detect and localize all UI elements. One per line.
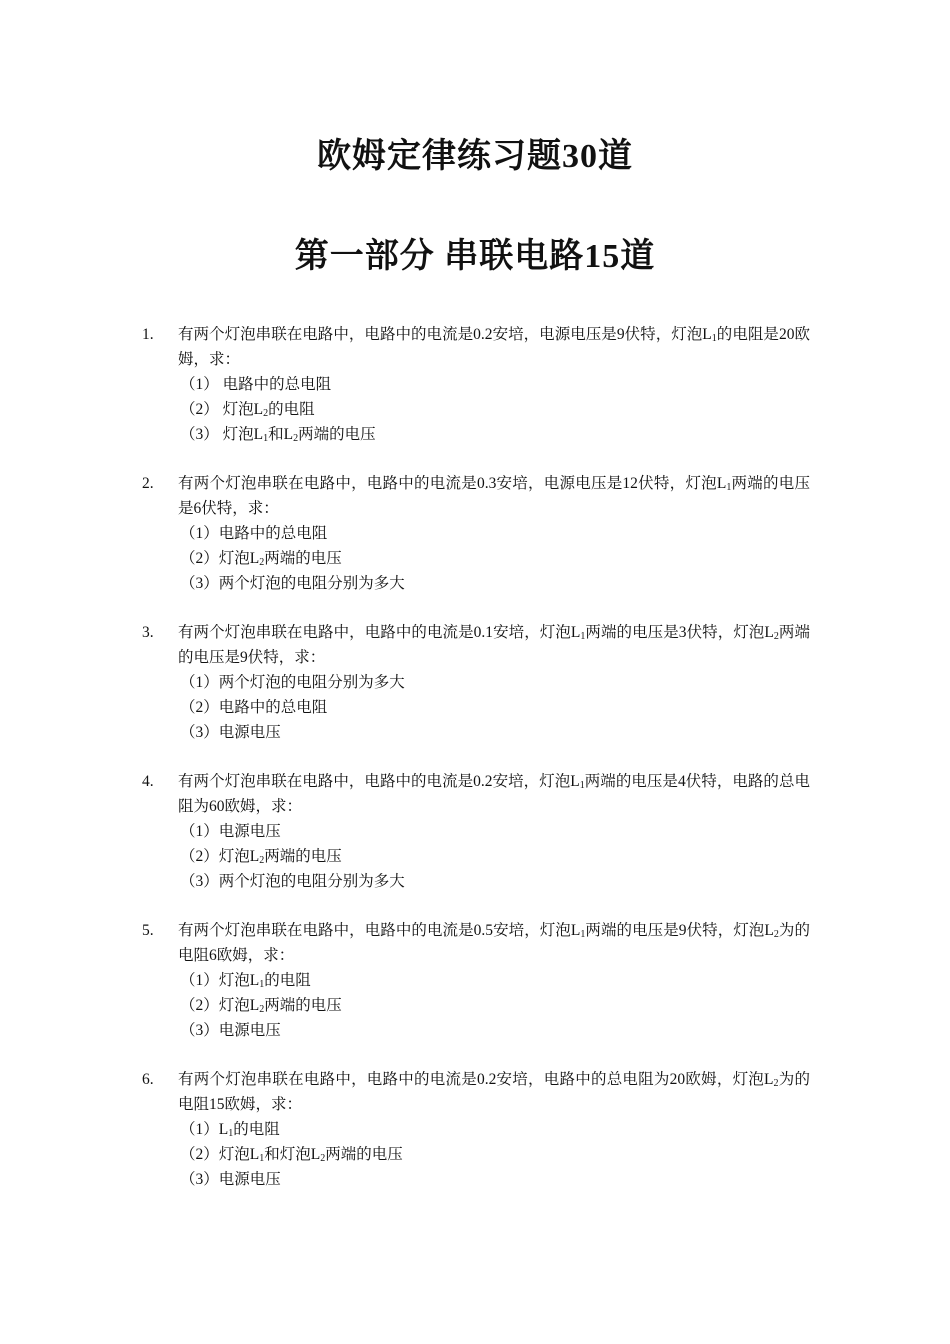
- sub-question: （2）灯泡$L_2$两端的电压: [180, 550, 342, 568]
- sub-question: （1）电源电压: [180, 823, 281, 840]
- question-body: [178, 620, 810, 745]
- question-body: [178, 918, 810, 1043]
- sub-question: （2）灯泡$L_1$和灯泡$L_2$两端的电压: [180, 1146, 403, 1164]
- question-stem: 有两个灯泡串联在电路中，电路中的电流是0.2安培，灯泡$L_1$两端的电压是4伏特，电路的总电阻为60欧姆，求：: [178, 773, 810, 815]
- question-item: [0, 322, 950, 447]
- question-stem: 有两个灯泡串联在电路中，电路中的电流是0.2安培，电路中的总电阻为20欧姆，灯泡$L_2$为的电阻15欧姆，求：: [178, 1071, 810, 1113]
- question-number: 2.: [142, 475, 154, 492]
- sub-question: （1） 电路中的总电阻: [180, 376, 332, 393]
- sub-question: $(1)L_1$的电阻: [180, 1121, 280, 1139]
- question-item: [0, 471, 950, 596]
- question-number: 6.: [142, 1071, 154, 1088]
- question-number: 5.: [142, 922, 154, 939]
- sub-question: （2）灯泡$L_2$两端的电压: [180, 848, 342, 866]
- section-heading: 第一部分 串联电路15道: [294, 238, 656, 275]
- sub-question: （2） 灯泡$L_2$的电阻: [180, 401, 315, 419]
- sub-question: （3）两个灯泡的电阻分别为多大: [180, 575, 405, 592]
- sub-question: （3）电源电压: [180, 1171, 281, 1188]
- question-stem: 有两个灯泡串联在电路中，电路中的电流是0.5安培，灯泡$L_1$两端的电压是9伏特，灯泡$L_2$为的电阻6欧姆，求：: [178, 922, 810, 964]
- sub-question: （1）电路中的总电阻: [180, 525, 328, 542]
- question-stem: 有两个灯泡串联在电路中，电路中的电流是0.2安培，电源电压是9伏特，灯泡$L_1$的电阻是20欧姆，求：: [178, 326, 810, 368]
- question-item: [0, 620, 950, 745]
- question-item: [0, 918, 950, 1043]
- sub-question: （3） 灯泡$L_1$和$L_2$两端的电压: [180, 426, 376, 444]
- question-item: [0, 1067, 950, 1192]
- sub-question: （1）灯泡$L_1$的电阻: [180, 972, 311, 990]
- sub-question: （2）灯泡$L_2$两端的电压: [180, 997, 342, 1015]
- question-body: [178, 322, 810, 447]
- question-number: 3.: [142, 624, 154, 641]
- question-body: [178, 1067, 810, 1192]
- sub-question: （3）电源电压: [180, 724, 281, 741]
- sub-question: （2）电路中的总电阻: [180, 699, 328, 716]
- question-number: 1.: [142, 326, 154, 343]
- sub-question: （3）电源电压: [180, 1022, 281, 1039]
- question-list: [0, 322, 950, 1216]
- question-body: [178, 471, 810, 596]
- sub-question: （1）两个灯泡的电阻分别为多大: [180, 674, 405, 691]
- sub-question: （3）两个灯泡的电阻分别为多大: [180, 873, 405, 890]
- question-stem: 有两个灯泡串联在电路中，电路中的电流是0.3安培，电源电压是12伏特，灯泡$L_1$两端的电压是6伏特，求：: [178, 475, 810, 517]
- question-body: [178, 769, 810, 894]
- page-title: 欧姆定律练习题30道: [317, 138, 633, 175]
- question-number: 4.: [142, 773, 154, 790]
- question-item: [0, 769, 950, 894]
- question-stem: 有两个灯泡串联在电路中，电路中的电流是0.1安培，灯泡$L_1$两端的电压是3伏特，灯泡$L_2$两端的电压是9伏特，求：: [178, 624, 810, 666]
